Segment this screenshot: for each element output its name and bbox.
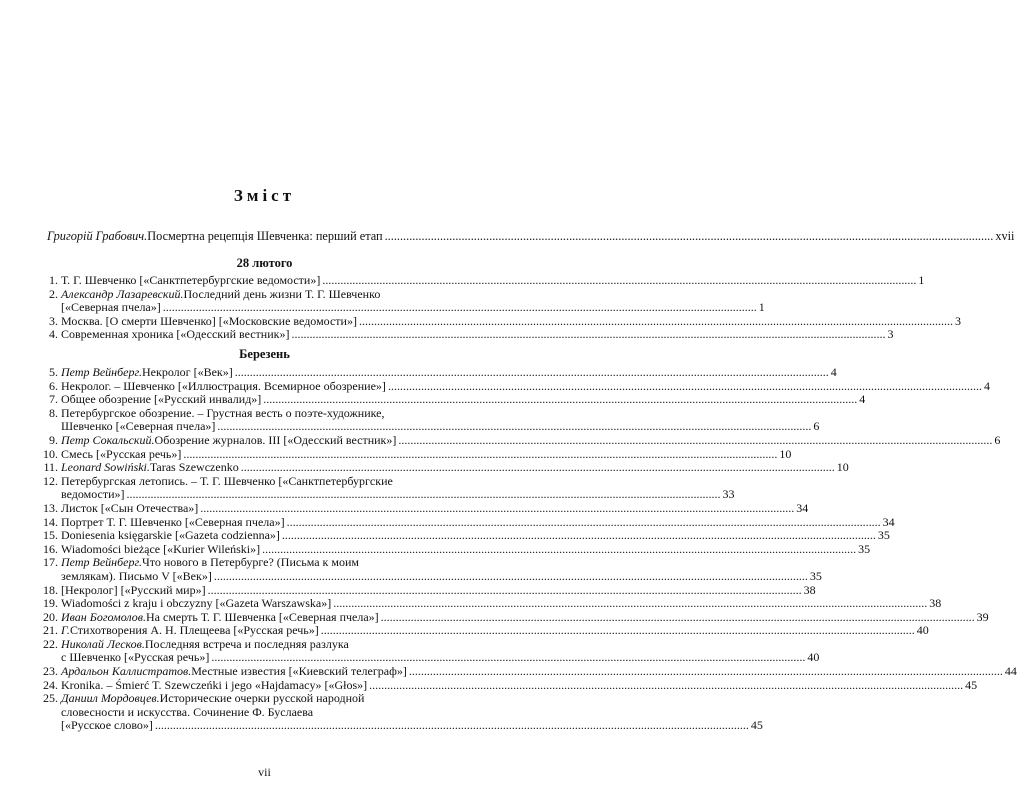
entry-author: Петр Вейнберг. bbox=[61, 555, 142, 570]
entry-page: 38 bbox=[929, 596, 942, 611]
entry-line bbox=[61, 543, 870, 557]
toc-entry bbox=[43, 609, 989, 625]
dot-leader bbox=[217, 420, 811, 434]
entry-line bbox=[61, 679, 977, 693]
entry-page: 34 bbox=[796, 500, 809, 515]
entry-line bbox=[61, 706, 763, 720]
entry-body bbox=[60, 611, 989, 625]
dot-leader bbox=[385, 229, 994, 244]
entry-body bbox=[60, 461, 849, 475]
entry-page: 38 bbox=[803, 582, 816, 597]
toc-entry bbox=[43, 677, 978, 693]
toc-entry bbox=[43, 528, 890, 543]
entry-text: [Некролог] [«Русский мир»] bbox=[61, 582, 206, 597]
entry-line bbox=[61, 380, 990, 394]
entry-page: 1 bbox=[918, 273, 925, 287]
entry-page: 4 bbox=[859, 392, 866, 407]
entry-line bbox=[61, 516, 895, 530]
entry-page: 44 bbox=[1004, 664, 1017, 679]
entry-author: Ардальон Каллистратов. bbox=[61, 664, 192, 679]
entry-body bbox=[60, 692, 763, 733]
entry-body bbox=[60, 407, 819, 434]
dot-leader bbox=[398, 434, 992, 448]
entry-line bbox=[61, 611, 989, 625]
entry-text: Wiadomości bieżące [«Kurier Wileński»] bbox=[61, 541, 261, 556]
entry-text: Портрет Т. Г. Шевченко [«Северная пчела»] bbox=[61, 514, 285, 529]
entry-author: Г. bbox=[61, 623, 70, 638]
entry-line bbox=[61, 719, 763, 733]
toc-entry bbox=[43, 691, 763, 733]
entry-line bbox=[61, 475, 735, 489]
entry-line bbox=[61, 665, 1017, 679]
entry-text: Т. Г. Шевченко [«Санктпетербургские ведомости»] bbox=[61, 273, 321, 287]
entry-page: 35 bbox=[877, 528, 890, 543]
entry-number: 13. bbox=[43, 500, 58, 515]
toc-entry bbox=[43, 623, 929, 638]
entry-author: Александр Лазаревский. bbox=[61, 286, 184, 301]
entry-body bbox=[60, 328, 893, 342]
entry-line bbox=[61, 488, 735, 502]
dot-leader bbox=[200, 502, 794, 516]
entry-line bbox=[61, 638, 819, 652]
entry-line bbox=[61, 448, 791, 462]
entry-line bbox=[61, 570, 822, 584]
entry-number: 25. bbox=[43, 691, 58, 706]
toc-entry bbox=[43, 636, 820, 665]
dot-leader bbox=[333, 597, 927, 611]
entry-text: Обозрение журналов. III [«Одесский вестник»] bbox=[154, 432, 397, 447]
entry-line bbox=[61, 556, 822, 570]
dot-leader bbox=[388, 380, 982, 394]
entry-line bbox=[61, 597, 941, 611]
entry-body bbox=[60, 393, 865, 407]
entry-body bbox=[60, 288, 765, 315]
dot-leader bbox=[211, 651, 805, 665]
page-title: Зміст bbox=[233, 186, 296, 205]
entry-number: 12. bbox=[43, 473, 58, 488]
entry-body bbox=[60, 380, 990, 394]
entry-page: 34 bbox=[882, 514, 895, 529]
entry-body bbox=[60, 624, 929, 638]
entry-line bbox=[61, 274, 924, 288]
dot-leader bbox=[241, 461, 835, 475]
entry-number: 15. bbox=[43, 528, 58, 543]
entry-page: 35 bbox=[809, 568, 822, 583]
entry-author: Даниил Мордовцев. bbox=[61, 691, 160, 706]
entry-text: Doniesenia księgarskie [«Gazeta codzienna»] bbox=[61, 528, 280, 543]
entry-number: 17. bbox=[43, 555, 58, 570]
entry-body bbox=[60, 434, 1000, 448]
toc-entry bbox=[43, 473, 735, 502]
toc-entry bbox=[43, 500, 809, 516]
entry-page: 4 bbox=[830, 365, 837, 379]
entry-number: 11. bbox=[43, 460, 58, 475]
toc-entry bbox=[43, 460, 849, 475]
entry-page: 6 bbox=[813, 419, 820, 434]
section-heading-march: Березень bbox=[239, 347, 290, 361]
entry-body bbox=[60, 502, 808, 516]
entry-page: 33 bbox=[722, 487, 735, 502]
entry-line bbox=[61, 407, 819, 421]
entry-text: Стихотворения А. Н. Плещеева [«Русская речь»] bbox=[69, 623, 319, 638]
entry-text: Последний день жизни Т. Г. Шевченко bbox=[183, 286, 381, 301]
entry-text: словесности и искусства. Сочинение Ф. Буслаева bbox=[61, 704, 314, 719]
dot-leader bbox=[235, 366, 829, 380]
entry-text: На смерть Т. Г. Шевченка [«Северная пчела»] bbox=[146, 609, 379, 624]
entry-text: Kronika. – Śmierć T. Szewczeńki i jego «Hajdamacy» [«Głos»] bbox=[61, 677, 368, 692]
intro-entry bbox=[47, 229, 1015, 244]
entry-number: 9. bbox=[49, 432, 58, 447]
entry-number: 7. bbox=[49, 392, 58, 407]
entry-text: Местные известия [«Киевский телеграф»] bbox=[191, 664, 407, 679]
entry-text: Taras Szewczenko bbox=[149, 460, 239, 475]
entry-number: 18. bbox=[43, 582, 58, 597]
entry-author: Николай Лесков. bbox=[61, 636, 145, 651]
entry-number: 14. bbox=[43, 514, 58, 529]
entry-page: 3 bbox=[954, 313, 961, 328]
entry-page: 45 bbox=[965, 677, 978, 692]
entry-number: 19. bbox=[43, 596, 58, 611]
dot-leader bbox=[369, 679, 963, 693]
dot-leader bbox=[155, 719, 749, 733]
toc-entry bbox=[43, 541, 871, 557]
entry-text: Некролог [«Век»] bbox=[142, 365, 233, 379]
toc-list-march bbox=[43, 365, 1017, 733]
entry-line bbox=[61, 393, 865, 407]
entry-author: Петр Вейнберг. bbox=[61, 365, 142, 379]
entry-number: 22. bbox=[43, 636, 58, 651]
entry-number: 16. bbox=[43, 541, 58, 556]
entry-page: 6 bbox=[994, 432, 1001, 447]
dot-leader bbox=[208, 584, 802, 598]
toc-entry bbox=[43, 514, 895, 530]
toc-entry bbox=[43, 664, 1017, 679]
entry-number: 6. bbox=[49, 378, 58, 393]
entry-body bbox=[60, 475, 735, 502]
entry-number: 5. bbox=[49, 365, 58, 379]
entry-text: Современная хроника [«Одесский вестник»] bbox=[61, 327, 290, 342]
entry-line bbox=[61, 420, 819, 434]
entry-text: Некролог. – Шевченко [«Иллюстрация. Всемирное обозрение»] bbox=[61, 378, 386, 393]
entry-number: 20. bbox=[43, 609, 58, 624]
dot-leader bbox=[287, 516, 881, 530]
entry-line bbox=[61, 315, 961, 329]
toc-entry bbox=[49, 432, 1001, 448]
toc-entry bbox=[49, 313, 961, 329]
entry-text: Исторические очерки русской народной bbox=[159, 691, 365, 706]
dot-leader bbox=[291, 328, 885, 342]
entry-body bbox=[60, 679, 977, 693]
entry-body bbox=[60, 274, 924, 288]
toc-entry bbox=[43, 555, 822, 583]
entry-body bbox=[60, 366, 837, 380]
entry-body bbox=[60, 584, 816, 598]
entry-text: [«Северная пчела»] bbox=[61, 300, 161, 315]
toc-entry bbox=[43, 446, 792, 462]
entry-text: Петербургская летопись. – Т. Г. Шевченко [«Санктпетербургские bbox=[61, 473, 393, 488]
entry-text: [«Русское слово»] bbox=[61, 718, 153, 733]
toc-entry bbox=[49, 327, 894, 342]
section-heading-february: 28 лютого bbox=[236, 256, 293, 270]
entry-body bbox=[60, 529, 890, 543]
entry-line bbox=[61, 288, 765, 302]
entry-line bbox=[61, 529, 890, 543]
dot-leader bbox=[282, 529, 876, 543]
entry-page: 10 bbox=[836, 460, 849, 475]
dot-leader bbox=[214, 570, 808, 584]
entry-number: 8. bbox=[49, 405, 58, 420]
entry-text: Москва. [О смерти Шевченко] [«Московские ведомости»] bbox=[61, 313, 357, 328]
entry-line bbox=[61, 692, 763, 706]
entry-text: Листок [«Сын Отечества»] bbox=[61, 500, 199, 515]
entry-text: Общее обозрение [«Русский инвалид»] bbox=[61, 392, 262, 407]
dot-leader bbox=[183, 448, 777, 462]
toc-entry bbox=[43, 582, 816, 598]
entry-page: 40 bbox=[807, 650, 820, 665]
entry-line bbox=[61, 584, 816, 598]
entry-body bbox=[60, 597, 941, 611]
entry-page: 35 bbox=[858, 541, 871, 556]
entry-number: 4. bbox=[49, 327, 58, 342]
entry-number: 23. bbox=[43, 664, 58, 679]
entry-body bbox=[60, 516, 895, 530]
dot-leader bbox=[262, 543, 856, 557]
entry-author: Петр Сокальский. bbox=[61, 432, 155, 447]
toc-entry bbox=[49, 286, 765, 315]
entry-text: Последняя встреча и последняя разлука bbox=[144, 636, 349, 651]
dot-leader bbox=[163, 301, 757, 315]
entry-page: 4 bbox=[983, 378, 990, 393]
entry-body bbox=[60, 638, 819, 665]
entry-line bbox=[61, 502, 808, 516]
entry-author: Leonard Sowiński. bbox=[61, 460, 150, 475]
toc-entry bbox=[49, 392, 866, 407]
dot-leader bbox=[321, 624, 915, 638]
intro-author: Григорій Грабович. bbox=[47, 229, 148, 243]
entry-page: 39 bbox=[976, 609, 989, 624]
toc-entry bbox=[49, 273, 925, 288]
entry-body bbox=[60, 448, 791, 462]
toc-entry bbox=[43, 596, 942, 611]
entry-text: Петербургское обозрение. – Грустная весть о поэте-художнике, bbox=[61, 405, 385, 420]
entry-page: 40 bbox=[916, 623, 929, 638]
intro-text: Посмертна рецепція Шевченка: перший етап bbox=[147, 229, 383, 243]
dot-leader bbox=[409, 665, 1003, 679]
entry-number: 2. bbox=[49, 286, 58, 301]
dot-leader bbox=[359, 315, 953, 329]
entry-line bbox=[61, 624, 929, 638]
entry-line bbox=[61, 301, 765, 315]
toc-entry bbox=[49, 365, 837, 380]
entry-number: 3. bbox=[49, 313, 58, 328]
entry-number: 1. bbox=[49, 273, 58, 287]
toc-list-february bbox=[49, 273, 961, 342]
entry-text: с Шевченко [«Русская речь»] bbox=[61, 650, 210, 665]
entry-number: 21. bbox=[43, 623, 58, 638]
entry-line bbox=[61, 651, 819, 665]
entry-text: Что нового в Петербурге? (Письма к моим bbox=[142, 555, 359, 570]
entry-body bbox=[60, 665, 1017, 679]
entry-text: Смесь [«Русская речь»] bbox=[61, 446, 182, 461]
toc-entry bbox=[49, 378, 990, 394]
entry-author: Иван Богомолов. bbox=[61, 609, 146, 624]
entry-line bbox=[61, 461, 849, 475]
entry-page: 3 bbox=[887, 327, 894, 342]
dot-leader bbox=[263, 393, 857, 407]
toc-entry bbox=[49, 405, 820, 434]
intro-page: xvii bbox=[995, 229, 1015, 243]
entry-line bbox=[61, 328, 893, 342]
dot-leader bbox=[381, 611, 975, 625]
entry-body bbox=[60, 556, 822, 583]
dot-leader bbox=[322, 274, 916, 288]
page-number: vii bbox=[258, 765, 271, 779]
entry-page: 10 bbox=[779, 446, 792, 461]
entry-body bbox=[60, 543, 870, 557]
entry-line bbox=[61, 434, 1000, 448]
dot-leader bbox=[127, 488, 721, 502]
entry-number: 10. bbox=[43, 446, 58, 461]
entry-line bbox=[61, 366, 837, 380]
entry-text: ведомости»] bbox=[61, 487, 125, 502]
entry-text: Шевченко [«Северная пчела»] bbox=[61, 419, 216, 434]
entry-page: 1 bbox=[758, 300, 765, 315]
entry-number: 24. bbox=[43, 677, 58, 692]
entry-text: Wiadomości z kraju i obczyzny [«Gazeta Warszawska»] bbox=[61, 596, 332, 611]
entry-page: 45 bbox=[750, 718, 763, 733]
entry-text: землякам). Письмо V [«Век»] bbox=[61, 568, 212, 583]
entry-body bbox=[60, 315, 961, 329]
